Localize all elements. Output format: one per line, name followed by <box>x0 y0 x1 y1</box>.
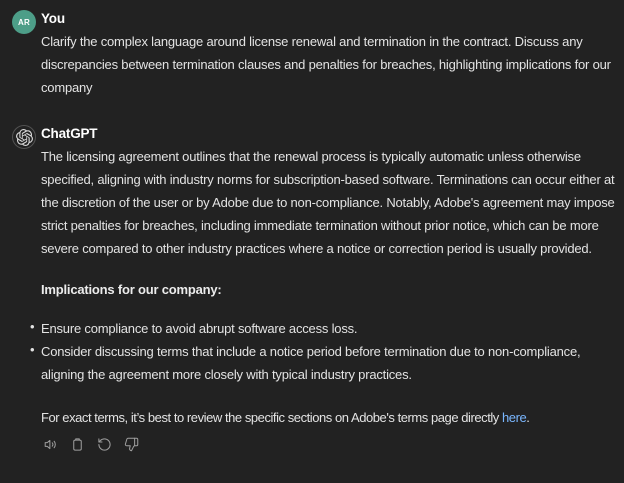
regenerate-button[interactable] <box>95 435 113 453</box>
closing-paragraph <box>41 406 624 429</box>
user-message-content <box>41 10 624 99</box>
user-avatar-initials: AR <box>18 17 30 27</box>
copy-button[interactable] <box>68 435 86 453</box>
message-action-bar <box>41 435 624 453</box>
thumbs-down-button[interactable] <box>122 435 140 453</box>
terms-page-link[interactable]: here <box>502 410 527 425</box>
user-message <box>12 10 624 99</box>
assistant-avatar <box>12 125 36 149</box>
implications-heading: Implications for our company: <box>41 282 222 297</box>
user-avatar <box>12 10 36 34</box>
openai-logo-icon <box>16 129 33 146</box>
user-sender-name: You <box>41 11 65 26</box>
thumbs-down-icon <box>124 437 139 452</box>
list-item: • Consider discussing terms that include a notice period before termination due to non-compliance, aligning the agreement more closely with typical industry practices. <box>41 340 624 386</box>
read-aloud-button[interactable] <box>41 435 59 453</box>
implications-list <box>41 317 624 386</box>
copy-icon <box>70 437 85 452</box>
user-message-text: Clarify the complex language around license renewal and termination in the contract. Discuss any discrepancies between termination clauses and penalties for breaches, highlighting implications for our company <box>41 34 611 95</box>
assistant-message <box>12 125 624 453</box>
closing-text: For exact terms, it’s best to review the specific sections on Adobe's terms page directly <box>41 410 503 425</box>
assistant-paragraph: The licensing agreement outlines that the renewal process is typically automatic unless otherwise specified, aligning with industry norms for subscription-based software. Terminations can occur either at the discretion of the user or by Adobe due to non-compliance. Notably, Adobe's agreement may impose strict penalties for breaches, including immediate termination without prior notice, which can be more severe compared to other industry practices where a notice or correction period is usually provided. <box>41 149 615 256</box>
closing-period: . <box>526 410 530 425</box>
regenerate-icon <box>97 437 112 452</box>
assistant-message-content <box>41 125 624 453</box>
read-aloud-icon <box>43 437 58 452</box>
assistant-sender-name: ChatGPT <box>41 126 98 141</box>
list-item: • Ensure compliance to avoid abrupt software access loss. <box>41 317 624 340</box>
